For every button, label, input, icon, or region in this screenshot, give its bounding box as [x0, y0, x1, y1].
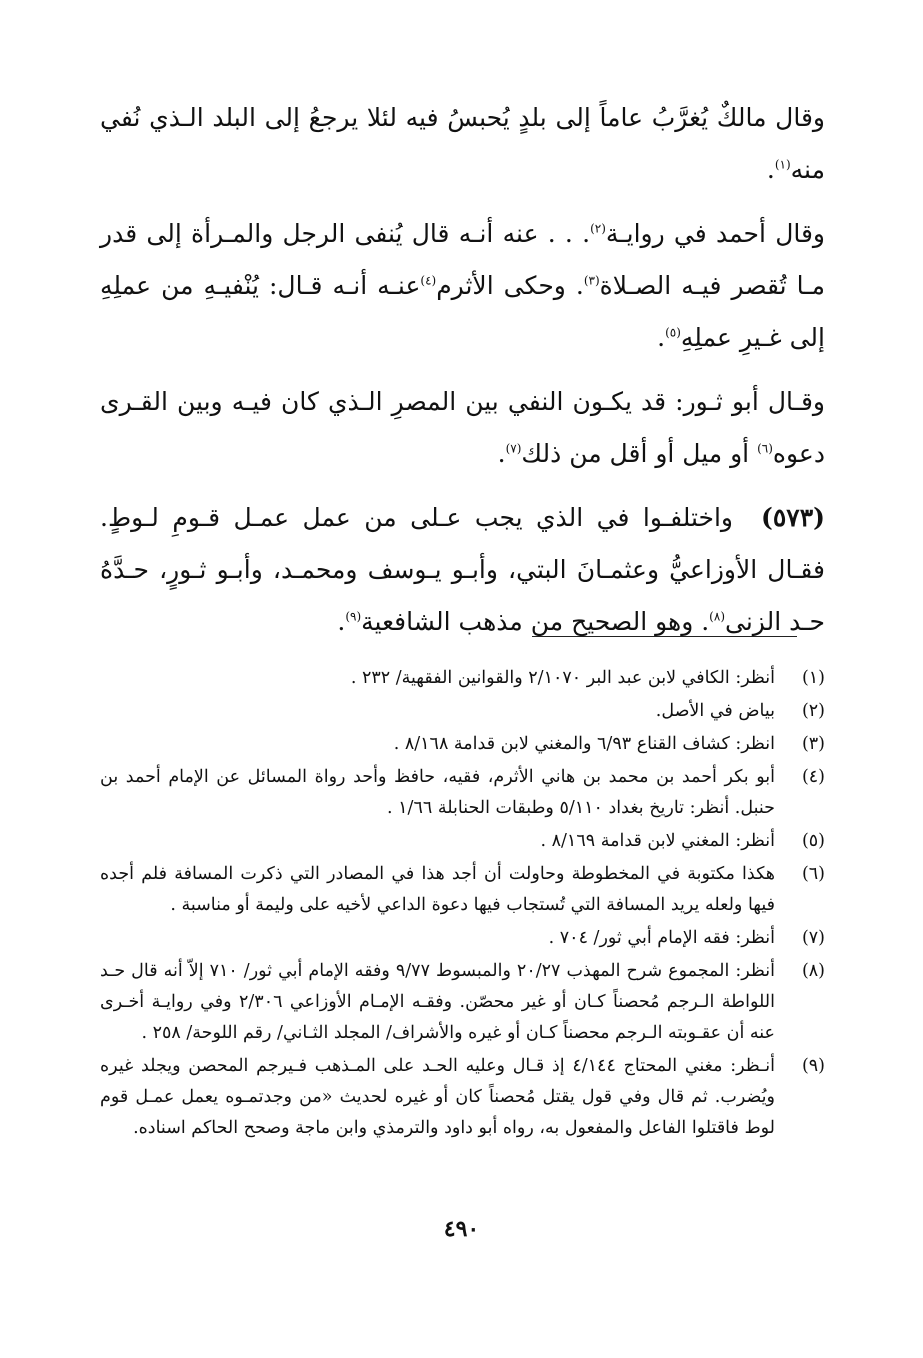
paragraph-text: وقـال أبو ثـور: قد يكـون النفي بين المصرِ الـذي كان فيـه وبين القـرى دعوه [100, 387, 825, 468]
footnote-text: أنـظر: مغني المحتاج ٤/١٤٤ إذ قـال وعليه الحـد على المـذهب فـيرجم المحصن ويجلد غيره ويُضرب. ثم قال وفي قول يقتل مُحصناً كان أو غيره لحديث «من وجدتمـوه يعمل عمـل قوم لوط فاقتلوا الفاعل والمفعول به، رواه أبو داود والترمذي وابن ماجة وصحح الحاكم اسناده. [100, 1056, 775, 1138]
footnote-text: أبو بكر أحمد بن محمد بن هاني الأثرم، فقيه، حافظ وأحد رواة المسائل عن الإمام أحمد بن حنبل. أنظر: تاريخ بغداد ٥/١١٠ وطبقات الحنابلة ١/٦٦ . [100, 767, 775, 818]
paragraph-text: . [766, 155, 775, 184]
paragraph-text: . [657, 323, 666, 352]
paragraph-text: وقال مالكٌ يُغرَّبُ عاماً إلى بلدٍ يُحبسُ فيه لئلا يرجعُ إلى البلد الـذي نُفي منه [100, 103, 825, 184]
paragraph-malik [100, 92, 825, 196]
paragraph-text: . [337, 607, 346, 636]
issue-573 [100, 492, 825, 648]
footnote-ref: (٩) [345, 609, 362, 624]
main-text [100, 92, 825, 660]
footnote [100, 859, 825, 921]
paragraph-text: . وهو الصحيح من مذهب الشافعية [361, 607, 710, 636]
footnote-text: بياض في الأصل. [655, 701, 775, 721]
paragraph-text: أو ميل أو أقل من ذلك [521, 439, 758, 468]
footnote [100, 826, 825, 857]
footnote-ref: (٤) [420, 273, 437, 288]
footnote-ref: (٦) [757, 441, 773, 456]
footnote-ref: (٨) [709, 609, 725, 624]
paragraph-text: . . . عنه أنـه قال يُنفى الرجل والمـرأة إلى قدر مـا تُقصر فيـه الصـلاة [100, 219, 825, 300]
footnote-number: (٢) [801, 701, 825, 721]
footnote-ref: (٣) [583, 273, 600, 288]
footnotes [100, 663, 825, 1146]
footnote-text: أنظر: المغني لابن قدامة ٨/١٦٩ . [540, 831, 775, 851]
footnote-ref: (٧) [505, 441, 522, 456]
footnote [100, 729, 825, 760]
paragraph-ahmad [100, 208, 825, 364]
footnote-text: أنظر: المجموع شرح المهذب ٢٠/٢٧ والمبسوط ٩/٧٧ وفقه الإمام أبي ثور/ ٧١٠ إلاّ أنه قال حـد اللواطة الـرجم مُحصناً كـان أو غير محصّن. وفقـه الإمـام الأوزاعي ٢/٣٠٦ وفي روايـة أخـرى عنه أن عقـوبته الـرجم محصناً كـان أو غيره والأشراف/ المجلد الثـاني/ رقم اللوحة/ ٢٥٨ . [100, 961, 775, 1043]
footnote-number: (٧) [801, 928, 825, 948]
paragraph-abu-thawr [100, 376, 825, 480]
footnote [100, 663, 825, 694]
footnote-ref: (٢) [590, 221, 606, 236]
footnote [100, 1051, 825, 1144]
footnote-number: (٩) [801, 1056, 825, 1076]
footnote-ref: (١) [774, 157, 791, 172]
issue-number: (٥٧٣) [761, 503, 825, 532]
footnote-divider [532, 636, 797, 637]
footnote-text: أنظر: الكافي لابن عبد البر ٢/١٠٧٠ والقوانين الفقهية/ ٢٣٢ . [350, 668, 775, 688]
footnote-number: (٨) [801, 961, 825, 981]
footnote-number: (٣) [801, 734, 825, 754]
footnote-text: انظر: كشاف القناع ٦/٩٣ والمغني لابن قدامة ٨/١٦٨ . [393, 734, 775, 754]
footnote-text: أنظر: فقه الإمام أبي ثور/ ٧٠٤ . [548, 928, 775, 948]
footnote [100, 696, 825, 727]
footnote-number: (٤) [801, 767, 825, 787]
footnote-number: (٥) [801, 831, 825, 851]
footnote [100, 762, 825, 824]
footnote [100, 923, 825, 954]
footnote-ref: (٥) [665, 325, 681, 340]
page-number: ٤٩٠ [443, 1216, 480, 1242]
paragraph-text: . وحكى الأثرم [436, 271, 584, 300]
footnote-number: (٦) [801, 864, 825, 884]
paragraph-text: واختلفـوا في الذي يجب عـلى من عمل عمـل قـومِ لـوطٍ. فقـال الأوزاعيُّ وعثمـانَ البتي، وأبـو يـوسف ومحمـد، وأبـو ثـورٍ، حـدَّهُ حـد الزنى [100, 503, 825, 636]
paragraph-text: عنـه أنـه قـال: يُنْفيـهِ من عملِهِ إلى غـيرِ عملِهِ [100, 271, 825, 352]
footnote-text: هكذا مكتوبة في المخطوطة وحاولت أن أجد هذا في المصادر التي ذكرت المسافة فلم أجده فيها ولعله يريد المسافة التي تُستجاب فيها دعوة الداعي لأخيه على وليمة أو مناسبة . [100, 864, 775, 915]
paragraph-text: وقال أحمد في روايـة [605, 219, 825, 248]
footnote-number: (١) [801, 668, 825, 688]
paragraph-text: . [497, 439, 506, 468]
footnote [100, 956, 825, 1049]
